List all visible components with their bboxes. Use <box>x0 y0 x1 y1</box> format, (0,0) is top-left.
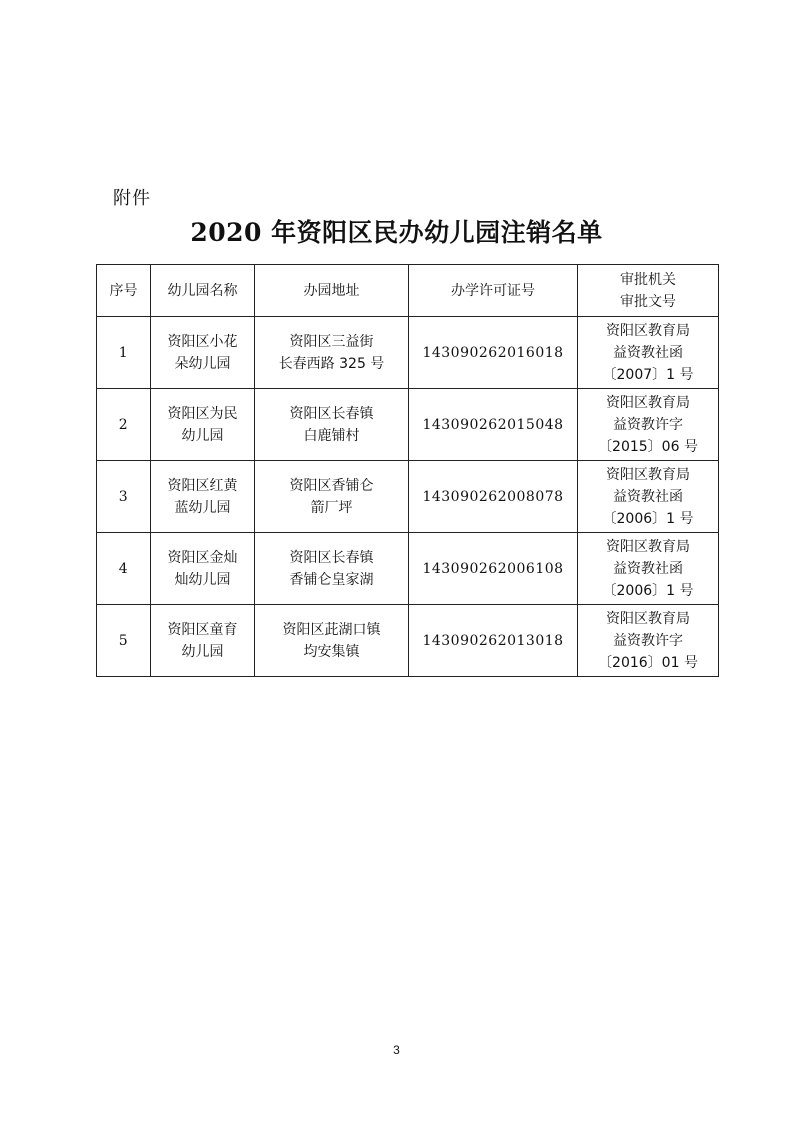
registration-table <box>96 264 719 677</box>
cell-address-line: 资阳区茈湖口镇 <box>282 621 381 638</box>
cell-address-line: 白鹿铺村 <box>303 427 360 444</box>
table-row <box>97 389 719 461</box>
cell-license: 143090262013018 <box>409 605 578 677</box>
document-title: 2020 年资阳区民办幼儿园注销名单 <box>190 218 603 247</box>
cell-name-line: 资阳区红黄 <box>167 477 238 494</box>
cell-name <box>151 605 255 677</box>
cell-address-line: 箭厂坪 <box>310 499 353 516</box>
cell-name-line: 幼儿园 <box>181 427 224 444</box>
cell-address-line: 资阳区三益街 <box>289 333 374 350</box>
cell-approval-line: 益资教社函 <box>613 344 683 361</box>
cell-license: 143090262016018 <box>409 317 578 389</box>
table-row <box>97 605 719 677</box>
cell-address <box>255 605 409 677</box>
cell-license: 143090262008078 <box>409 461 578 533</box>
cell-approval-line: 益资教许字 <box>613 632 683 649</box>
cell-address-line: 香铺仑皇家湖 <box>289 571 374 588</box>
cell-name-line: 资阳区童育 <box>167 621 238 638</box>
cell-name <box>151 461 255 533</box>
cell-approval <box>578 389 719 461</box>
table-header-row <box>97 265 719 317</box>
cell-approval-line: 益资教许字 <box>613 416 683 433</box>
cell-approval <box>578 533 719 605</box>
cell-name-line: 资阳区金灿 <box>167 549 238 566</box>
cell-index: 4 <box>97 533 151 605</box>
cell-address-line: 资阳区香铺仑 <box>289 477 374 494</box>
cell-approval <box>578 317 719 389</box>
cell-address-line: 均安集镇 <box>303 643 360 660</box>
cell-approval-line: 益资教社函 <box>613 488 683 505</box>
table-row <box>97 317 719 389</box>
table-row <box>97 461 719 533</box>
cell-index: 2 <box>97 389 151 461</box>
cell-name-line: 蓝幼儿园 <box>174 499 231 516</box>
cell-name <box>151 389 255 461</box>
cell-approval-line: 益资教社函 <box>613 560 683 577</box>
cell-index: 3 <box>97 461 151 533</box>
cell-name-line: 灿幼儿园 <box>174 571 231 588</box>
cell-name-line: 资阳区小花 <box>167 333 238 350</box>
header-name: 幼儿园名称 <box>151 265 255 317</box>
header-approval-line2: 审批文号 <box>620 293 676 310</box>
cell-address <box>255 389 409 461</box>
cell-name <box>151 533 255 605</box>
table-row <box>97 533 719 605</box>
cell-address-line: 资阳区长春镇 <box>289 549 374 566</box>
cell-address-line: 资阳区长春镇 <box>289 405 374 422</box>
attachment-label: 附件 <box>113 188 151 209</box>
cell-approval-line: 〔2016〕01 号 <box>598 654 698 671</box>
cell-approval <box>578 461 719 533</box>
cell-address <box>255 533 409 605</box>
cell-address <box>255 461 409 533</box>
cell-name-line: 资阳区为民 <box>167 405 238 422</box>
page-number: 3 <box>393 1043 400 1057</box>
cell-approval-line: 资阳区教育局 <box>606 322 690 339</box>
cell-approval-line: 资阳区教育局 <box>606 538 690 555</box>
cell-name-line: 朵幼儿园 <box>174 355 231 372</box>
cell-license: 143090262015048 <box>409 389 578 461</box>
header-index: 序号 <box>97 265 151 317</box>
cell-address-line: 长春西路 325 号 <box>278 355 385 372</box>
cell-approval-line: 〔2006〕1 号 <box>602 582 694 599</box>
cell-license: 143090262006108 <box>409 533 578 605</box>
cell-name <box>151 317 255 389</box>
header-approval-line1: 审批机关 <box>620 271 676 288</box>
header-address: 办园地址 <box>255 265 409 317</box>
cell-name-line: 幼儿园 <box>181 643 224 660</box>
cell-address <box>255 317 409 389</box>
cell-approval-line: 资阳区教育局 <box>606 394 690 411</box>
cell-approval <box>578 605 719 677</box>
header-license: 办学许可证号 <box>409 265 578 317</box>
cell-index: 5 <box>97 605 151 677</box>
cell-approval-line: 资阳区教育局 <box>606 466 690 483</box>
cell-approval-line: 〔2006〕1 号 <box>602 510 694 527</box>
cell-approval-line: 〔2007〕1 号 <box>602 366 694 383</box>
cell-approval-line: 〔2015〕06 号 <box>598 438 698 455</box>
cell-approval-line: 资阳区教育局 <box>606 610 690 627</box>
header-approval <box>578 265 719 317</box>
cell-index: 1 <box>97 317 151 389</box>
